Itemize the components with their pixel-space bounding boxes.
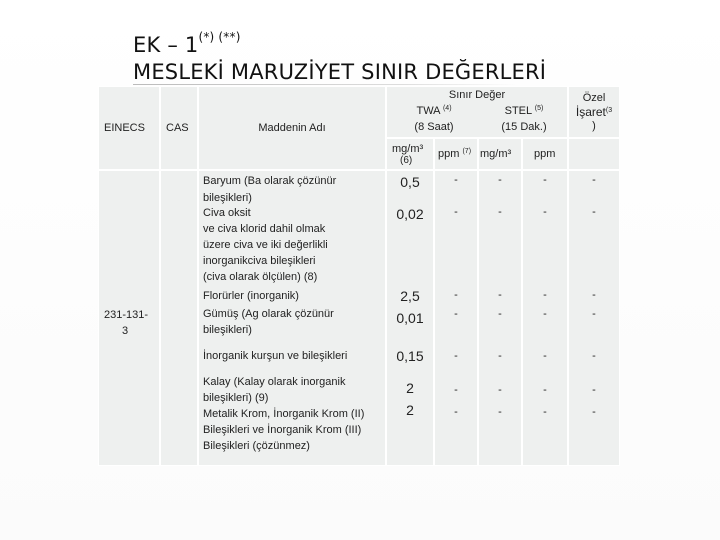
row-twa-mg: 0,5 — [400, 174, 420, 190]
header-special-1: Özel — [582, 92, 606, 104]
header-unit-special-cell — [568, 138, 620, 170]
slide-title-line2: MESLEKİ MARUZİYET SINIR DEĞERLERİ — [133, 60, 547, 84]
header-twa-sub: (8 Saat) — [414, 121, 454, 133]
row-special: - — [592, 206, 596, 218]
row-name: İnorganik kurşun ve bileşikleri — [203, 350, 348, 362]
row-name: bileşikleri) — [203, 324, 252, 336]
einecs-value-1: 231-131- — [104, 309, 149, 321]
row-stel-mg: - — [498, 289, 502, 301]
header-stel: STEL $^{(5)}$ — [504, 105, 544, 117]
row-name: Metalik Krom, İnorganik Krom (II) — [203, 408, 365, 420]
row-special: - — [592, 308, 596, 320]
row-name: (civa olarak ölçülen) (8) — [203, 271, 318, 283]
header-unit-ppm: ppm $^{(7)}$ — [438, 148, 472, 160]
row-twa-mg: 2,5 — [400, 288, 420, 304]
header-special-2: İşaret$^{(3}$ — [575, 105, 613, 119]
row-name: bileşikleri) (9) — [203, 392, 269, 404]
title-divider — [133, 84, 518, 85]
header-cas: CAS — [166, 122, 189, 134]
row-stel-mg: - — [498, 350, 502, 362]
row-stel-ppm: - — [543, 308, 547, 320]
row-stel-ppm: - — [543, 350, 547, 362]
row-name: Civa oksit — [203, 207, 251, 219]
row-stel-mg: - — [498, 174, 502, 186]
row-stel-ppm: - — [543, 406, 547, 418]
row-twa-mg: 2 — [406, 380, 414, 396]
row-twa-ppm: - — [454, 308, 458, 320]
header-special-3: ) — [592, 120, 596, 132]
header-unit-ppm2: ppm — [534, 148, 556, 160]
row-stel-mg: - — [498, 406, 502, 418]
row-name: Bileşikleri ve İnorganik Krom (III) — [203, 424, 362, 436]
row-twa-mg: 0,01 — [396, 310, 424, 326]
row-stel-ppm: - — [543, 289, 547, 301]
header-unit-mg-ref: (6) — [400, 155, 413, 166]
row-twa-mg: 0,02 — [396, 206, 424, 222]
row-name: Baryum (Ba olarak çözünür — [203, 175, 337, 187]
row-twa-ppm: - — [454, 289, 458, 301]
header-limit-group: Sınır Değer — [448, 89, 506, 101]
einecs-value-2: 3 — [122, 325, 129, 337]
row-name: ve civa klorid dahil olmak — [203, 223, 326, 235]
header-name: Maddenin Adı — [258, 122, 326, 134]
row-stel-ppm: - — [543, 384, 547, 396]
row-stel-ppm: - — [543, 206, 547, 218]
row-name: Florürler (inorganik) — [203, 290, 299, 302]
row-name: Gümüş (Ag olarak çözünür — [203, 308, 334, 320]
row-twa-ppm: - — [454, 206, 458, 218]
header-unit-mg2: mg/m³ — [480, 148, 512, 160]
row-name: inorganikciva bileşikleri — [203, 255, 316, 267]
row-twa-ppm: - — [454, 384, 458, 396]
cas-column — [160, 170, 198, 466]
row-name: bileşikleri) — [203, 192, 252, 204]
header-twa: TWA $^{(4)}$ — [416, 105, 452, 117]
row-stel-mg: - — [498, 384, 502, 396]
exposure-limits-table — [98, 86, 620, 466]
row-stel-mg: - — [498, 206, 502, 218]
header-unit-mg: mg/m³ — [392, 143, 424, 155]
row-twa-ppm: - — [454, 350, 458, 362]
row-stel-ppm: - — [543, 174, 547, 186]
row-name: Kalay (Kalay olarak inorganik — [203, 376, 346, 388]
row-special: - — [592, 350, 596, 362]
row-twa-ppm: - — [454, 406, 458, 418]
header-einecs: EINECS — [104, 122, 145, 134]
row-special: - — [592, 384, 596, 396]
row-special: - — [592, 289, 596, 301]
row-stel-mg: - — [498, 308, 502, 320]
row-name: üzere civa ve iki değerlikli — [203, 239, 328, 251]
row-twa-mg: 2 — [406, 402, 414, 418]
row-twa-ppm: - — [454, 174, 458, 186]
header-stel-sub: (15 Dak.) — [501, 121, 547, 133]
row-name: Bileşikleri (çözünmez) — [203, 440, 310, 452]
row-special: - — [592, 406, 596, 418]
row-special: - — [592, 174, 596, 186]
row-twa-mg: 0,15 — [396, 348, 424, 364]
slide-title-line1: EK – 1(*) (**) — [133, 30, 241, 57]
